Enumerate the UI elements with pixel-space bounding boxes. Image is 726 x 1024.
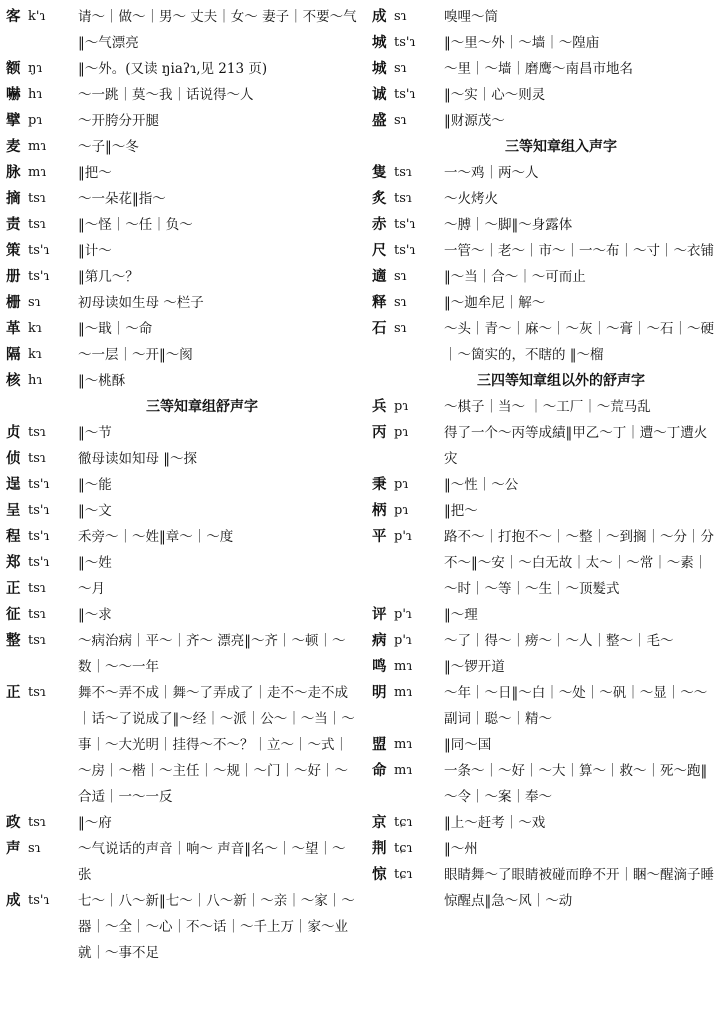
- entry-pronunciation: tsɿ: [28, 815, 46, 830]
- entry-character: 擘: [6, 112, 21, 129]
- entry-pronunciation: hɿ: [28, 373, 43, 388]
- entry-definition: 嗅哩～筒: [444, 9, 498, 25]
- entry-pronunciation: tsɿ: [28, 633, 46, 648]
- entry-definition: ‖～节: [78, 425, 112, 441]
- entry-definition: ～子‖～冬: [78, 139, 139, 155]
- section-heading: 三等知章组舒声字: [146, 399, 258, 415]
- entry-pronunciation: ŋɿ: [28, 61, 43, 76]
- entry-pronunciation: ts'ɿ: [28, 243, 50, 258]
- dictionary-entry: [6, 498, 358, 524]
- entry-character: 侦: [6, 450, 21, 467]
- entry-character: 正: [6, 684, 21, 701]
- entry-definition: ‖～文: [78, 503, 112, 519]
- entry-pronunciation: ts'ɿ: [394, 35, 416, 50]
- entry-definition: 七～｜八～新‖七～｜八～新｜～亲｜～家｜～器｜～全｜～心｜不～话｜～千上万｜家～业就｜～事不足: [78, 893, 355, 961]
- entry-definition: ‖同～国: [444, 737, 492, 753]
- entry-character: 政: [6, 814, 21, 831]
- dictionary-entry: [372, 472, 720, 498]
- entry-character: 炙: [372, 190, 387, 207]
- entry-character: 摘: [6, 190, 21, 207]
- entry-character: 明: [372, 684, 387, 701]
- entry-definition: ‖～戢｜～命: [78, 321, 153, 337]
- entry-pronunciation: ts'ɿ: [28, 529, 50, 544]
- dictionary-entry: [372, 732, 720, 758]
- dictionary-entry: [372, 654, 720, 680]
- entry-pronunciation: sɿ: [394, 61, 407, 76]
- entry-character: 成: [372, 8, 387, 25]
- entry-pronunciation: sɿ: [394, 113, 407, 128]
- entry-definition: ～开胯分开腿: [78, 113, 159, 129]
- entry-character: 惊: [372, 866, 387, 883]
- entry-character: 石: [372, 320, 387, 337]
- dictionary-entry: [372, 30, 720, 56]
- dictionary-entry: [6, 212, 358, 238]
- dictionary-entry: [6, 290, 358, 316]
- entry-character: 兵: [372, 398, 387, 415]
- entry-pronunciation: pɿ: [394, 503, 409, 518]
- dictionary-entry: [6, 238, 358, 264]
- dictionary-entry: [372, 316, 720, 368]
- entry-character: 隻: [372, 164, 387, 181]
- entry-pronunciation: ts'ɿ: [28, 893, 50, 908]
- dictionary-entry: [372, 4, 720, 30]
- dictionary-entry: [372, 810, 720, 836]
- dictionary-entry: [6, 576, 358, 602]
- entry-definition: ‖～里～外｜～墙｜～隍庙: [444, 35, 600, 51]
- entry-definition: ‖把～: [444, 503, 478, 519]
- entry-pronunciation: pɿ: [28, 113, 43, 128]
- entry-pronunciation: p'ɿ: [394, 607, 412, 622]
- entry-character: 声: [6, 840, 21, 857]
- entry-definition: 徹母读如知母 ‖～探: [78, 451, 198, 467]
- entry-pronunciation: sɿ: [394, 9, 407, 24]
- dictionary-entry: [6, 134, 358, 160]
- entry-pronunciation: tsɿ: [394, 165, 412, 180]
- dictionary-entry: [6, 810, 358, 836]
- entry-definition: ‖～实｜心～则灵: [444, 87, 546, 103]
- entry-pronunciation: mɿ: [394, 659, 413, 674]
- entry-definition: ‖～理: [444, 607, 478, 623]
- entry-pronunciation: mɿ: [394, 737, 413, 752]
- entry-character: 病: [372, 632, 387, 649]
- entry-character: 核: [6, 372, 21, 389]
- dictionary-entry: [372, 758, 720, 810]
- entry-definition: ‖～外。(又读 ŋiaʔɿ,见 213 页): [78, 61, 268, 77]
- dictionary-entry: [372, 238, 720, 264]
- entry-character: 盛: [372, 112, 387, 129]
- entry-character: 適: [372, 268, 387, 285]
- entry-definition: ‖～锣开道: [444, 659, 505, 675]
- entry-definition: 一～鸡｜两～人: [444, 165, 539, 181]
- entry-character: 革: [6, 320, 21, 337]
- entry-pronunciation: p'ɿ: [394, 529, 412, 544]
- entry-pronunciation: tsɿ: [28, 425, 46, 440]
- entry-definition: 得了一个～丙等成績‖甲乙～丁｜遭～丁遭火灾: [444, 425, 708, 467]
- dictionary-entry: [372, 680, 720, 732]
- dictionary-entry: [372, 82, 720, 108]
- left-column: [6, 4, 358, 966]
- entry-pronunciation: p'ɿ: [394, 633, 412, 648]
- dictionary-entry: [6, 836, 358, 888]
- dictionary-entry: [6, 56, 358, 82]
- entry-character: 城: [372, 60, 387, 77]
- entry-character: 麦: [6, 138, 21, 155]
- dictionary-entry: [6, 186, 358, 212]
- entry-character: 郑: [6, 554, 21, 571]
- entry-character: 评: [372, 606, 387, 623]
- dictionary-entry: [372, 602, 720, 628]
- entry-definition: ～病治病｜平～｜齐～ 漂亮‖～齐｜～顿｜～数｜～～一年: [78, 633, 346, 675]
- entry-character: 盟: [372, 736, 387, 753]
- dictionary-entry: [6, 628, 358, 680]
- entry-character: 鸣: [372, 658, 387, 675]
- entry-pronunciation: kɿ: [28, 321, 42, 336]
- dictionary-entry: [372, 186, 720, 212]
- entry-definition: ～膊｜～脚‖～身露体: [444, 217, 573, 233]
- dictionary-entry: [372, 524, 720, 602]
- entry-pronunciation: mɿ: [28, 165, 47, 180]
- entry-definition: ‖～州: [444, 841, 478, 857]
- entry-definition: ～月: [78, 581, 105, 597]
- dictionary-entry: [6, 420, 358, 446]
- entry-character: 客: [6, 8, 21, 25]
- entry-definition: ‖～怪｜～任｜负～: [78, 217, 193, 233]
- entry-definition: 禾旁～｜～姓‖章～｜～度: [78, 529, 234, 545]
- entry-character: 成: [6, 892, 21, 909]
- section-heading: 三等知章组入声字: [505, 139, 617, 155]
- dictionary-entry: [6, 446, 358, 472]
- section-heading: 三四等知章组以外的舒声字: [477, 373, 645, 389]
- entry-character: 赤: [372, 216, 387, 233]
- entry-definition: ‖～求: [78, 607, 112, 623]
- entry-character: 册: [6, 268, 21, 285]
- entry-definition: 初母读如生母 ～栏子: [78, 295, 204, 311]
- entry-definition: 路不～｜打抱不～｜～整｜～到搁｜～分｜分不～‖～安｜～白无故｜太～｜～常｜～素｜～时｜～等｜～生｜～顶髮式: [444, 529, 714, 597]
- dictionary-entry: [6, 342, 358, 368]
- entry-definition: 眼睛舞～了眼睛被碰而睁不开｜睏～醒滴子睡惊醒点‖急～风｜～动: [444, 867, 714, 909]
- entry-character: 释: [372, 294, 387, 311]
- entry-definition: ‖～姓: [78, 555, 112, 571]
- entry-pronunciation: sɿ: [394, 321, 407, 336]
- entry-character: 秉: [372, 476, 387, 493]
- entry-definition: 舞不～弄不成｜舞～了弄成了｜走不～走不成｜话～了说成了‖～经｜～派｜公～｜～当｜～事｜～大光明｜挂得～不～？｜立～｜～式｜～房｜～楷｜～主任｜～规｜～门｜～好｜～合适｜一～一反: [78, 685, 355, 805]
- entry-character: 栅: [6, 294, 21, 311]
- dictionary-entry: [6, 316, 358, 342]
- entry-character: 命: [372, 762, 387, 779]
- entry-character: 策: [6, 242, 21, 259]
- entry-character: 隔: [6, 346, 21, 363]
- dictionary-entry: [372, 264, 720, 290]
- dictionary-entry: [372, 420, 720, 472]
- entry-definition: ‖～桃酥: [78, 373, 126, 389]
- entry-character: 荆: [372, 840, 387, 857]
- entry-character: 程: [6, 528, 21, 545]
- entry-definition: ～气说话的声音｜响～ 声音‖名～｜～望｜～张: [78, 841, 346, 883]
- entry-pronunciation: ts'ɿ: [394, 243, 416, 258]
- entry-definition: 一管～｜老～｜市～｜一～布｜～寸｜～衣铺: [444, 243, 714, 259]
- entry-pronunciation: tsɿ: [394, 191, 412, 206]
- entry-pronunciation: tsɿ: [28, 607, 46, 622]
- entry-definition: ‖第几～？: [78, 269, 139, 285]
- entry-pronunciation: sɿ: [394, 295, 407, 310]
- entry-definition: 请～｜做～｜男～ 丈夫｜女～ 妻子｜不要～气‖～气漂亮: [78, 9, 357, 51]
- entry-pronunciation: mɿ: [394, 685, 413, 700]
- dictionary-entry: [372, 108, 720, 134]
- entry-definition: ‖计～: [78, 243, 112, 259]
- dictionary-entry: [6, 680, 358, 810]
- entry-character: 柄: [372, 502, 387, 519]
- entry-pronunciation: ts'ɿ: [394, 87, 416, 102]
- entry-definition: 一条～｜～好｜～大｜算～｜救～｜死～跑‖～令｜～案｜奉～: [444, 763, 708, 805]
- dictionary-entry: [372, 56, 720, 82]
- entry-character: 平: [372, 528, 387, 545]
- entry-character: 额: [6, 60, 21, 77]
- entry-definition: ‖～迦牟尼｜解～: [444, 295, 546, 311]
- entry-pronunciation: sɿ: [28, 841, 41, 856]
- entry-pronunciation: tɕɿ: [394, 841, 413, 856]
- dictionary-entry: [6, 524, 358, 550]
- entry-pronunciation: tsɿ: [28, 191, 46, 206]
- entry-pronunciation: ts'ɿ: [28, 555, 50, 570]
- dictionary-entry: [372, 628, 720, 654]
- dictionary-entry: [6, 108, 358, 134]
- entry-definition: ～火烤火: [444, 191, 498, 207]
- entry-pronunciation: pɿ: [394, 399, 409, 414]
- dictionary-entry: [6, 264, 358, 290]
- dictionary-entry: [6, 160, 358, 186]
- entry-pronunciation: ts'ɿ: [28, 477, 50, 492]
- entry-pronunciation: sɿ: [394, 269, 407, 284]
- entry-definition: ‖财源茂～: [444, 113, 505, 129]
- entry-pronunciation: tsɿ: [28, 217, 46, 232]
- entry-pronunciation: sɿ: [28, 295, 41, 310]
- entry-character: 嚇: [6, 86, 21, 103]
- dictionary-entry: [372, 498, 720, 524]
- entry-pronunciation: tɕɿ: [394, 867, 413, 882]
- dictionary-entry: [6, 368, 358, 394]
- entry-definition: ‖～当｜合～｜～可而止: [444, 269, 586, 285]
- entry-character: 呈: [6, 502, 21, 519]
- entry-character: 诚: [372, 86, 387, 103]
- entry-character: 脉: [6, 164, 21, 181]
- entry-pronunciation: kɿ: [28, 347, 42, 362]
- entry-pronunciation: mɿ: [394, 763, 413, 778]
- entry-pronunciation: tsɿ: [28, 685, 46, 700]
- entry-definition: ～头｜青～｜麻～｜～灰｜～膏｜～石｜～硬｜～箇实的，不瞎的 ‖～榴: [444, 321, 714, 363]
- dictionary-entry: [6, 550, 358, 576]
- entry-pronunciation: pɿ: [394, 477, 409, 492]
- entry-character: 征: [6, 606, 21, 623]
- entry-pronunciation: k'ɿ: [28, 9, 46, 24]
- entry-character: 丙: [372, 424, 387, 441]
- entry-character: 正: [6, 580, 21, 597]
- dictionary-entry: [6, 602, 358, 628]
- entry-definition: ～一层｜～开‖～阂: [78, 347, 193, 363]
- entry-pronunciation: tsɿ: [28, 581, 46, 596]
- entry-character: 逞: [6, 476, 21, 493]
- dictionary-entry: [6, 888, 358, 966]
- entry-character: 整: [6, 632, 21, 649]
- entry-character: 京: [372, 814, 387, 831]
- dictionary-entry: [372, 160, 720, 186]
- entry-pronunciation: ts'ɿ: [28, 503, 50, 518]
- dictionary-entry: [6, 4, 358, 56]
- dictionary-entry: [6, 82, 358, 108]
- entry-definition: ‖上～赶考｜～戏: [444, 815, 546, 831]
- entry-pronunciation: ts'ɿ: [394, 217, 416, 232]
- dictionary-entry: [6, 472, 358, 498]
- entry-definition: ‖～性｜～公: [444, 477, 519, 493]
- entry-definition: ～一朵花‖指～: [78, 191, 166, 207]
- dictionary-entry: [372, 212, 720, 238]
- right-column: [372, 4, 720, 914]
- entry-pronunciation: ts'ɿ: [28, 269, 50, 284]
- entry-definition: ～一跳｜莫～我｜话说得～人: [78, 87, 254, 103]
- entry-definition: ‖～府: [78, 815, 112, 831]
- entry-character: 贞: [6, 424, 21, 441]
- entry-pronunciation: tsɿ: [28, 451, 46, 466]
- entry-character: 尺: [372, 242, 387, 259]
- dictionary-entry: [372, 394, 720, 420]
- entry-character: 城: [372, 34, 387, 51]
- entry-pronunciation: tɕɿ: [394, 815, 413, 830]
- entry-definition: ‖～能: [78, 477, 112, 493]
- entry-character: 责: [6, 216, 21, 233]
- dictionary-entry: [372, 836, 720, 862]
- dictionary-entry: [372, 862, 720, 914]
- entry-pronunciation: mɿ: [28, 139, 47, 154]
- entry-definition: ～了｜得～｜痨～｜～人｜整～｜毛～: [444, 633, 674, 649]
- entry-definition: ‖把～: [78, 165, 112, 181]
- entry-definition: ～棋子｜当～ ｜～工厂｜～荒马乱: [444, 399, 651, 415]
- entry-definition: ～年｜～日‖～白｜～处｜～矾｜～显｜～～副词｜聪～｜精～: [444, 685, 708, 727]
- entry-definition: ～里｜～墙｜磨鹰～南昌市地名: [444, 61, 633, 77]
- entry-pronunciation: pɿ: [394, 425, 409, 440]
- dictionary-entry: [372, 290, 720, 316]
- entry-pronunciation: hɿ: [28, 87, 43, 102]
